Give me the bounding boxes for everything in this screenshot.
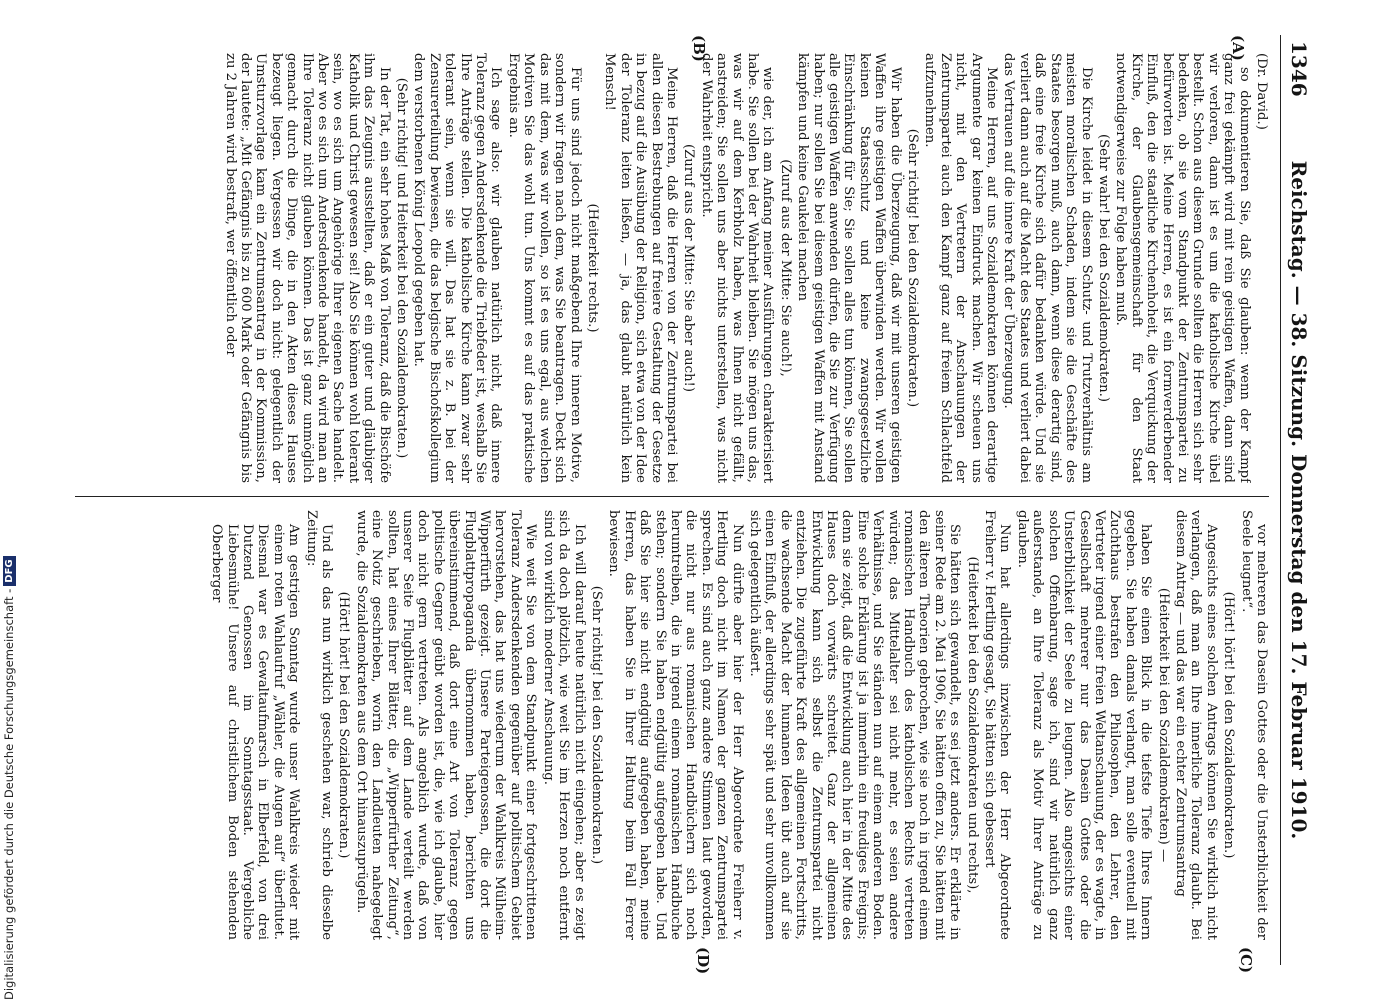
paragraph: Und als das nun wirklich geschehen war, schrieb dieselbe Zeitung:: [303, 510, 335, 940]
interjection: (Zuruf aus der Mitte: Sie aber auch!): [681, 143, 697, 393]
interjection: (Heiterkeit rechts.): [584, 203, 600, 333]
interjection: (Sehr richtig! und Heiterkeit bei den Sozialdemokraten.): [394, 77, 410, 459]
paragraph: haben Sie einen Blick in die tiefste Tiefe Ihres Innern gegeben. Sie haben damals verlangt, man solle eventuell mit Zuchthaus bestrafen den Philosophen, den Lehrer, den Vertreter irgend einer freien Weltanschauung, der es wagte, in Gesellschaft mehrerer nur das Dasein Gottes oder die Unsterblichkeit der Seele zu leugnen. Also angesichts einer solchen Offenbarung, sage ich, sind wir natürlich ganz außerstande, an Ihre Toleranz als Motiv Ihrer Anträge zu glauben.: [1014, 510, 1154, 940]
credit-text: Digitalisierung gefördert durch die Deutsche Forschungsgemeinschaft -: [2, 588, 16, 1000]
dfg-logo: DFG: [3, 556, 16, 585]
paragraph: Meine Herren, daß die Herren von der Zentrumspartei bei allen diesen Bestrebungen auf freiere Gestaltung der Gesetze in bezug auf die Ausübung der Religion, sich etwa von der Idee der Toleranz leiten ließen, — ja, das glaubt natürlich kein Mensch!: [602, 53, 679, 483]
column-divider: [75, 496, 1269, 497]
interjection: (Hört! hört! bei den Sozialdemokraten.): [336, 591, 352, 859]
interjection: (Zuruf aus der Mitte: Sie auch!),: [777, 159, 793, 377]
paragraph: Nun hat allerdings inzwischen der Herr Abgeordnete Freiherr v. Hertling gesagt, Sie hätten sich gebessert: [982, 510, 1013, 940]
margin-letter-a: (A): [1229, 35, 1247, 61]
right-text-column: [75, 510, 1269, 940]
digitization-credit: [0, 0, 18, 1000]
paragraph: Für uns sind jedoch nicht maßgebend Ihre inneren Motive, sondern wir fragen nach dem, was Sie beantragen. Deckt sich das mit dem, was wir wollen, so ist es uns egal, aus welchen Motiven Sie das wohl tun. Uns kommt es auf das praktische Ergebnis an.: [505, 53, 583, 483]
page-title: Reichstag. — 38. Sitzung. Donnerstag den 17. Februar 1910.: [1287, 160, 1311, 840]
interjection: (Heiterkeit bei den Sozialdemokraten) —: [1155, 587, 1171, 863]
quotation: Am gestrigen Sonntag wurde unser Wahlkreis wieder mit einem roten Wahlaufruf „Wähler, die Augen auf“ überflutet. Diesmal war es Gewaltaufmarsch in Elberfeld, von drei Dutzend Genossen im Sonntagsstaat. Vergebliche Liebesmühe! Unsere auf christlichem Boden stehenden Oberberger: [209, 524, 302, 940]
paragraph: In der Tat, ein sehr hohes Maß von Toleranz, daß die Bischöfe ihm das Zeugnis ausstellten, daß er ein guter und gläubiger Katholik und Christ gewesen sei! Also Sie können wohl tolerant sein, wo es sich um Angehörige Ihrer eigenen Sache handelt. Aber wo es sich um Andersdenkende handelt, da wird man an Ihre Toleranz nicht glauben können. Das ist ganz unmöglich gemacht durch die Dinge, die in den Akten dieses Hauses bezeugt liegen. Vergessen wir doch nicht: gelegentlich der Umsturzvorlage kam ein Zentrumsantrag in der Kommission, der lautete: „Mit Gefängnis bis zu 600 Mark oder Gefängnis bis zu 2 Jahren wird bestraft, wer öffentlich oder: [222, 53, 392, 483]
page-header: [1280, 35, 1315, 965]
margin-letter-c: (C): [1237, 947, 1255, 974]
paragraph: Sie hätten sich gewandelt, es sei jetzt anders. Er erklärte in seiner Rede am 2. Mai 1906, Sie hätten offen zu, Sie hätten mit den älteren Theorien gebrochen, wie sie noch in irgend einem romanischen Handbuch des katholischen Rechts vertreten würden; das Mittelalter sei nicht mehr, es seien andere Verhältnisse, und Sie ständen nun auf einem anderen Boden. Eine solche Erklärung ist ja immerhin ein freudiges Ereignis; denn sie zeigt, daß die Entwicklung auch hier in der Mitte des Hauses doch vorwärts schreitet. Ganz der allgemeinen Entwicklung kann sich selbst die Zentrumspartei nicht entziehen. Die zugeführte Kraft des allgemeinen Fortschritts, die wachsende Macht der humanen Ideen übt auch auf sie einen Einfluß, der allerdings sehr spät und sehr unvollkommen sich gelegentlich äußert.: [747, 510, 963, 940]
paragraph: Wie weit Sie von dem Standpunkt einer fortgeschrittenen Toleranz Andersdenkenden gegenüber auf politischem Gebiet hervorstehen, das hat uns wiederum der Wahlkreis Mülheim-Wipperfürth gezeigt. Unsere Parteigenossen, die dort die Flugblattpropaganda übernommen haben, berichten uns übereinstimmend, daß dort eine Art von Toleranz gegen politische Gegner geübt worden ist, die, wie ich glaube, hier doch nicht gern vertreten. Als angeblich wurde, daß von unserer Seite Flugblätter auf dem Lande verteilt werden sollten, hat eines Ihrer Blätter, die „Wipperfürther Zeitung“, eine Notiz geschrieben, worin den Landleuten nahegelegt wurde, die Sozialdemokraten aus dem Ort hinauszuprügeln.: [353, 510, 539, 940]
paragraph: Ich will darauf heute natürlich nicht eingehen; aber es zeigt sich da doch plötzlich, wie weit Sie im Herzen noch entfernt sind von wirklich moderner Anschauung.: [540, 510, 587, 940]
interjection: (Sehr wahr! bei den Sozialdemokraten.): [1095, 134, 1111, 402]
rotated-scan-page: [65, 35, 1315, 975]
paragraph: wie der, ich am Anfang meiner Ausführungen charakterisiert habe. Sie sollen bei der Wahrheit bleiben. Sie mögen uns das, was wir auf dem Kerbholz haben, was Ihnen nicht gefällt, anstreiden; Sie sollen uns aber nichts unterstellen, was nicht der Wahrheit entspricht.: [698, 53, 776, 483]
left-text-column: [75, 53, 1269, 483]
paragraph: vor mehreren das Dasein Gottes oder die Unsterblichkeit der Seele leugnet“.: [1238, 510, 1269, 940]
paragraph: Meine Herren, auf uns Sozialdemokraten können derartige Argumente gar keinen Eindruck machen. Wir scheuen uns nicht, mit den Vertretern der Anschauungen der Zentrumspartei auch den Kampf ganz auf freiem Schlachtfeld aufzunehmen.: [922, 53, 1000, 483]
interjection: (Hört! hört! bei den Sozialdemokraten.): [1221, 591, 1237, 859]
interjection: (Sehr richtig! bei den Sozialdemokraten.): [905, 128, 921, 408]
interjection: (Heiterkeit bei den Sozialdemokraten und rechts),: [964, 556, 980, 894]
interjection: (Sehr richtig! bei den Sozialdemokraten.): [588, 585, 604, 865]
paragraph: Wir haben die Überzeugung, daß wir mit unseren geistigen Waffen ihre geistigen Waffen überwinden werden. Wir wollen keinen Staatsschutz und keine zwangsgesetzliche Einschränkung für Sie; Sie sollen alles tun können, Sie sollen alle geistigen Waffen anwenden dürfen, die Sie zur Verfügung haben; nur sollen Sie bei diesem geistigen Waffen mit Anstand kämpfen und keine Gaukelei machen: [795, 53, 903, 483]
paragraph: Ich sage also: wir glauben natürlich nicht, daß innere Toleranz gegen Andersdenkende die Triebfeder ist, weshalb Sie Ihre Anträge stellen. Die katholische Kirche kann zwar sehr tolerant sein, wenn sie will. Das hat sie z. B. bei der Zensurerteilung bewiesen, die das belgische Bischofskollegium dem verstorbenen König Leopold gegeben hat.: [411, 53, 504, 483]
paragraph: so dokumentieren Sie, daß Sie glauben: wenn der Kampf ganz frei gekämpft wird mit rein geistigen Waffen, dann sind wir verloren, dann ist es um die katholische Kirche übel bestellt. Schon aus diesem Grunde sollten die Herren sich sehr bedenken, ob sie vom Standpunkt der Zentrumspartei zu befürworten ist. Meine Herren, es ist ein formverderbender Einfluß, den die staatliche Kirchenhoheit, die Verquickung der Kirche, der Glaubensgemeinschaft für den Staat notwendigerweise zur Folge haben muß.: [1113, 53, 1252, 483]
page-number: 1346: [1287, 41, 1311, 97]
paragraph: Angesichts eines solchen Antrags können Sie wirklich nicht verlangen, daß man an Ihre innerliche Toleranz glaubt. Bei diesem Antrag — und das war ein echter Zentrumsantrag: [1172, 510, 1219, 940]
paragraph: Nun dürfte aber hier der Herr Abgeordnete Freiherr v. Hertling doch nicht im Namen der ganzen Zentrumspartei sprechen. Es sind auch ganz andere Stimmen laut geworden, die nicht nur aus romanischen Handbüchern sich noch herumtreiben, die in irgend einem romanischen Handbuche stehen; sondern Sie haben endgültig aufgegeben habe. Und daß Sie hier sie nicht endgültig aufgegeben haben, meine Herren, das haben Sie in Ihrer Haltung beim Fall Ferrer bewiesen.: [606, 510, 745, 940]
margin-letter-d: (D): [694, 947, 712, 975]
paragraph: Die Kirche leidet in diesem Schutz- und Trutzverhältnis am meisten moralischen Schaden, indem sie die Geschäfte des Staates besorgen muß, auch dann, wenn diese derartig sind, daß eine freie Kirche sich dafür bedanken würde. Und sie verliert dann auch auf die Macht des Staates und verliert dabei das Vertrauen auf die innere Kraft der Überzeugung.: [1001, 53, 1094, 483]
margin-letter-b: (B): [690, 35, 708, 62]
speaker-label: (Dr. David.): [1254, 53, 1269, 130]
